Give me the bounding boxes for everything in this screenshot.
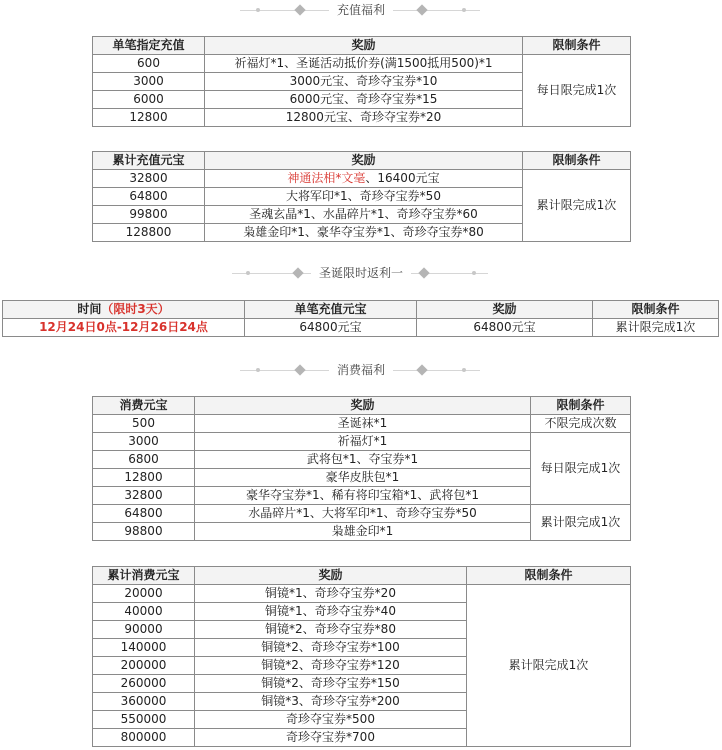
amount-cell: 20000 [93,585,195,603]
reward-cell: 祈福灯*1 [195,433,531,451]
table-row [93,433,631,451]
amount-cell: 40000 [93,603,195,621]
reward-cell: 3000元宝、奇珍夺宝券*10 [205,73,523,91]
single-recharge-table [92,36,631,127]
reward-cell: 铜镜*2、奇珍夺宝券*80 [195,621,467,639]
reward-cell: 6000元宝、奇珍夺宝券*15 [205,91,523,109]
col-header: 奖励 [417,301,593,319]
limit-cell: 累计限完成1次 [593,319,719,337]
cumulative-consume-table [92,566,631,747]
amount-cell: 550000 [93,711,195,729]
reward-cell: 64800元宝 [417,319,593,337]
col-header: 限制条件 [531,397,631,415]
time-note: （限时3天） [101,302,170,316]
reward-cell: 铜镜*1、奇珍夺宝券*20 [195,585,467,603]
col-header: 奖励 [205,37,523,55]
amount-cell: 128800 [93,224,205,242]
limit-cell: 每日限完成1次 [523,55,631,127]
table-header-row [93,397,631,415]
reward-cell: 奇珍夺宝券*700 [195,729,467,747]
reward-cell: 圣魂玄晶*1、水晶碎片*1、奇珍夺宝券*60 [205,206,523,224]
table-row [93,170,631,188]
amount-cell: 98800 [93,523,195,541]
table-row [3,319,719,337]
amount-cell: 12800 [93,469,195,487]
reward-cell: 铜镜*3、奇珍夺宝券*200 [195,693,467,711]
section-title: 圣诞限时返利一 [311,266,411,280]
table-header-row [93,37,631,55]
limit-cell: 累计限完成1次 [467,585,631,747]
col-header: 奖励 [195,397,531,415]
section-header-consume [0,360,722,382]
table-header-row [3,301,719,319]
reward-cell: 奇珍夺宝券*500 [195,711,467,729]
amount-cell: 6000 [93,91,205,109]
reward-cell: 武将包*1、夺宝券*1 [195,451,531,469]
amount-cell: 140000 [93,639,195,657]
table-row [93,55,631,73]
limit-cell: 每日限完成1次 [531,433,631,505]
amount-cell: 99800 [93,206,205,224]
amount-cell: 260000 [93,675,195,693]
col-header: 消费元宝 [93,397,195,415]
reward-highlight: 神通法相*文毫 [287,171,366,185]
col-header: 限制条件 [593,301,719,319]
col-header: 限制条件 [467,567,631,585]
amount-cell: 12800 [93,109,205,127]
reward-cell [205,170,523,188]
col-header: 累计充值元宝 [93,152,205,170]
reward-cell: 水晶碎片*1、大将军印*1、奇珍夺宝券*50 [195,505,531,523]
amount-cell: 6800 [93,451,195,469]
limit-cell: 累计限完成1次 [523,170,631,242]
limit-cell: 累计限完成1次 [531,505,631,541]
christmas-rebate-table [2,300,719,337]
consume-table [92,396,631,541]
amount-cell: 64800元宝 [245,319,417,337]
reward-cell: 豪华皮肤包*1 [195,469,531,487]
col-header-time [3,301,245,319]
time-value-cell: 12月24日0点-12月26日24点 [3,319,245,337]
section-header-christmas [0,263,722,285]
reward-cell: 铜镜*2、奇珍夺宝券*150 [195,675,467,693]
amount-cell: 3000 [93,73,205,91]
limit-cell: 不限完成次数 [531,415,631,433]
reward-cell: 铜镜*2、奇珍夺宝券*120 [195,657,467,675]
section-header-recharge [0,0,722,22]
table-row [93,505,631,523]
reward-cell: 大将军印*1、奇珍夺宝券*50 [205,188,523,206]
section-title: 充值福利 [329,3,393,17]
amount-cell: 360000 [93,693,195,711]
reward-cell: 圣诞袜*1 [195,415,531,433]
reward-text: 、16400元宝 [365,171,440,185]
col-header: 单笔指定充值 [93,37,205,55]
reward-cell: 祈福灯*1、圣诞活动抵价券(满1500抵用500)*1 [205,55,523,73]
col-header: 累计消费元宝 [93,567,195,585]
table-header-row [93,567,631,585]
amount-cell: 200000 [93,657,195,675]
reward-cell: 枭雄金印*1 [195,523,531,541]
amount-cell: 64800 [93,188,205,206]
amount-cell: 90000 [93,621,195,639]
reward-cell: 铜镜*2、奇珍夺宝券*100 [195,639,467,657]
col-header: 奖励 [205,152,523,170]
table-row [93,585,631,603]
reward-cell: 12800元宝、奇珍夺宝券*20 [205,109,523,127]
amount-cell: 32800 [93,487,195,505]
reward-cell: 豪华夺宝券*1、稀有将印宝箱*1、武将包*1 [195,487,531,505]
amount-cell: 3000 [93,433,195,451]
amount-cell: 800000 [93,729,195,747]
amount-cell: 32800 [93,170,205,188]
amount-cell: 600 [93,55,205,73]
amount-cell: 64800 [93,505,195,523]
table-header-row [93,152,631,170]
col-header: 限制条件 [523,152,631,170]
section-title: 消费福利 [329,363,393,377]
col-header: 单笔充值元宝 [245,301,417,319]
amount-cell: 500 [93,415,195,433]
table-row [93,415,631,433]
cumulative-recharge-table [92,151,631,242]
col-header: 奖励 [195,567,467,585]
time-label: 时间 [77,302,102,316]
col-header: 限制条件 [523,37,631,55]
reward-cell: 铜镜*1、奇珍夺宝券*40 [195,603,467,621]
reward-cell: 枭雄金印*1、豪华夺宝券*1、奇珍夺宝券*80 [205,224,523,242]
